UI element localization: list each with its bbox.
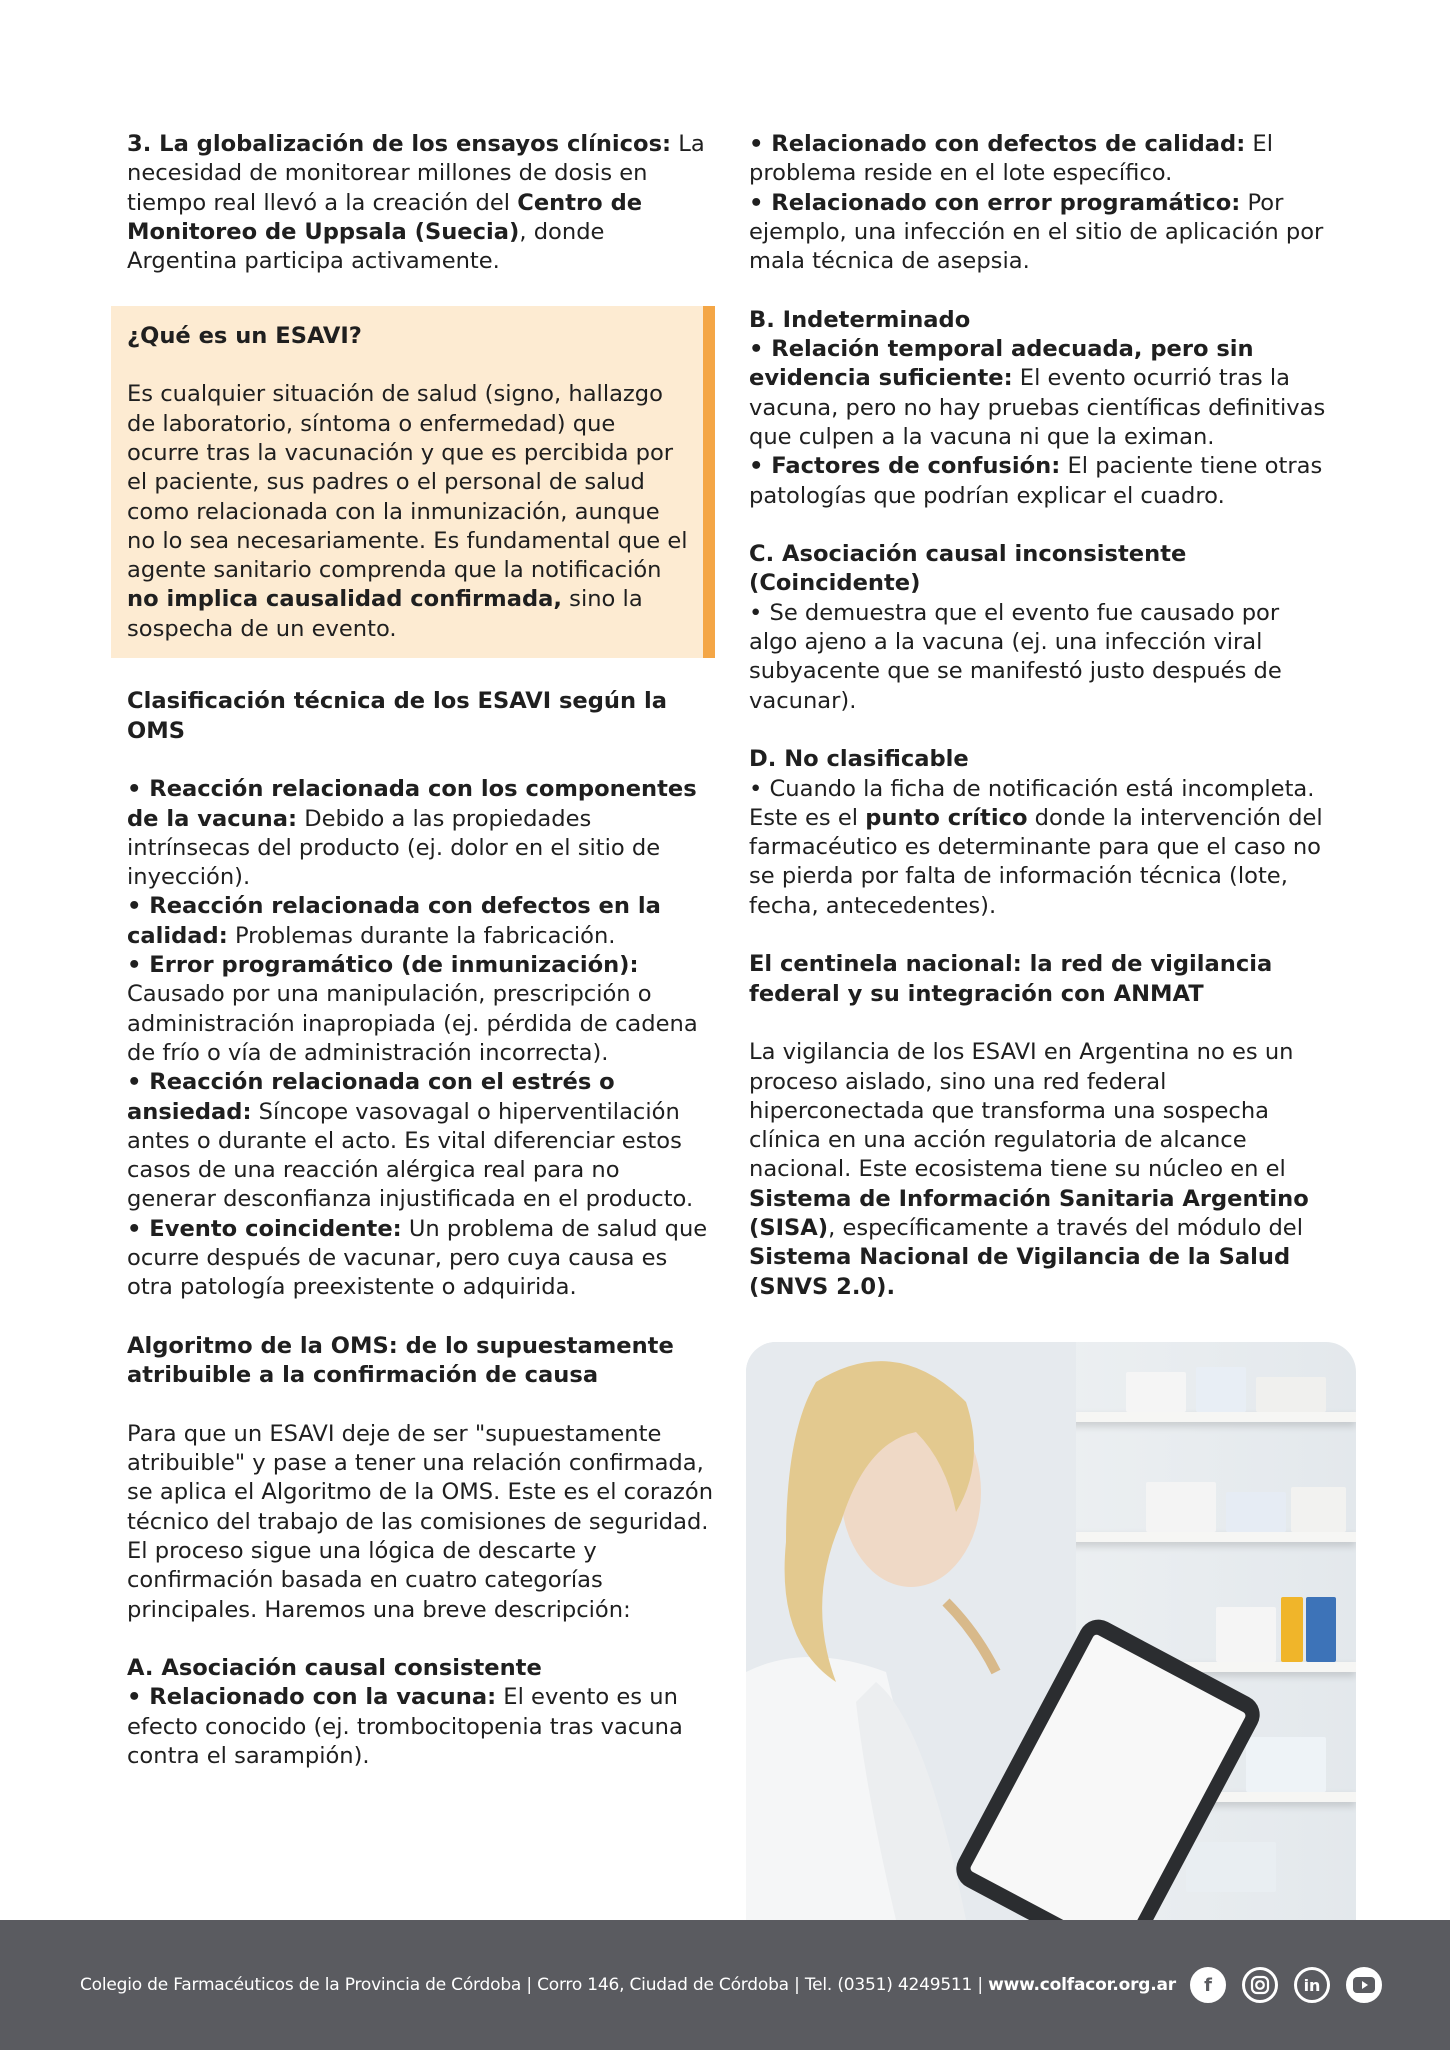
footer-contact-text: Colegio de Farmacéuticos de la Provincia de Córdoba | Corro 146, Ciudad de Córdoba | Tel. (0351) 4249511 | [80, 1975, 989, 1995]
item-label: • Error programático (de inmunización): [127, 952, 639, 979]
item-label: • Relación temporal adecuada, pero sin evidencia suficiente: [749, 336, 1254, 392]
instagram-glyph [1250, 1975, 1270, 1995]
list-item [749, 452, 1329, 511]
globalization-paragraph [127, 130, 715, 276]
national-sentinel-paragraph [749, 1038, 1329, 1302]
item-text: Síncope vasovagal o hiperventilación antes o durante el acto. Es vital diferenciar estos casos de una reacción alérgica real para no generar desconfianza injustificada en el producto. [127, 1098, 694, 1213]
category-d-text-1: • Cuando la ficha de notificación está incompleta. Este es el [749, 775, 1315, 831]
footer-contact [80, 1920, 1176, 2050]
medicine-box [1246, 1737, 1326, 1792]
classification-list [127, 775, 715, 1302]
category-a-heading: A. Asociación causal consistente [127, 1655, 542, 1682]
list-item [749, 189, 1329, 277]
callout-text-1: Es cualquier situación de salud (signo, hallazgo de laboratorio, síntoma o enfermedad) que ocurre tras la vacunación y que es percibida por el paciente, sus padres o el personal de salud como relacionada con la inmunización, aunque no lo sea necesariamente. Es fundamental que el agente sanitario comprenda que la notificación [127, 381, 688, 584]
list-item [127, 892, 715, 951]
item-label: • Reacción relacionada con los componentes de la vacuna: [127, 776, 697, 832]
algorithm-heading: Algoritmo de la OMS: de lo supuestamente atribuible a la confirmación de causa [127, 1332, 674, 1389]
category-b-heading: B. Indeterminado [749, 306, 971, 333]
item-label: • Relacionado con error programático: [749, 189, 1241, 216]
facebook-icon[interactable]: f [1190, 1967, 1226, 2003]
youtube-icon[interactable] [1346, 1967, 1382, 2003]
medicine-box [1306, 1597, 1336, 1662]
medicine-box [1126, 1372, 1186, 1412]
item-text: Un problema de salud que ocurre después de vacunar, pero cuya causa es otra patología preexistente o adquirida. [127, 1215, 708, 1301]
callout-body [127, 380, 689, 644]
globalization-text-1: La necesidad de monitorear millones de dosis en tiempo real llevó a la creación del [127, 131, 705, 216]
algorithm-paragraph: Para que un ESAVI deje de ser "supuestamente atribuible" y pase a tener una relación confirmada, se aplica el Algoritmo de la OMS. Este es el corazón técnico del trabajo de las comisiones de seguridad. El proceso sigue una lógica de descarte y confirmación basada en cuatro categorías principales. Haremos una breve descripción: [127, 1420, 714, 1623]
category-a-continued [749, 130, 1329, 276]
esavi-callout-box [111, 306, 715, 658]
right-column [749, 130, 1329, 1331]
category-b-list [749, 335, 1329, 511]
item-text: El evento es un efecto conocido (ej. trombocitopenia tras vacuna contra el sarampión). [127, 1684, 683, 1770]
category-a-item [127, 1683, 715, 1771]
category-c-paragraph: • Se demuestra que el evento fue causado por algo ajeno a la vacuna (ej. una infección viral subyacente que se manifestó justo después de vacunar). [749, 599, 1282, 714]
item-label: • Reacción relacionada con el estrés o ansiedad: [127, 1069, 615, 1125]
item-label: • Relacionado con defectos de calidad: [749, 131, 1246, 157]
category-d-text-2: donde la intervención del farmacéutico es determinante para que el caso no se pierda por falta de información técnica (lote, fecha, antecedentes). [749, 804, 1323, 919]
national-sentinel-heading: El centinela nacional: la red de vigilancia federal y su integración con ANMAT [749, 951, 1273, 1007]
item-label: • Factores de confusión: [749, 453, 1061, 480]
classification-heading: Clasificación técnica de los ESAVI según la OMS [127, 688, 667, 744]
medicine-box [1186, 1842, 1276, 1892]
globalization-text-2: , donde Argentina participa activamente. [127, 218, 605, 275]
critical-point: punto crítico [865, 804, 1028, 831]
sentinel-text-2: , específicamente a través del módulo del [828, 1214, 1303, 1241]
item-text: El paciente tiene otras patologías que podrían explicar el cuadro. [749, 453, 1323, 509]
item-label: • Evento coincidente: [127, 1215, 402, 1242]
medicine-box [1216, 1607, 1276, 1662]
medicine-box [1196, 1367, 1246, 1412]
list-item [749, 130, 1329, 189]
youtube-glyph [1353, 1977, 1375, 1993]
item-text: Problemas durante la fabricación. [227, 922, 616, 949]
sentinel-text-1: La vigilancia de los ESAVI en Argentina no es un proceso aislado, sino una red federal hiperconectada que transforma una sospecha clínica en una acción regulatoria de alcance nacional. Este ecosistema tiene su núcleo en el [749, 1039, 1294, 1183]
item-text: Debido a las propiedades intrínsecas del producto (ej. dolor en el sitio de inyección). [127, 805, 661, 891]
instagram-icon[interactable] [1242, 1967, 1278, 2003]
list-item [127, 775, 715, 892]
medicine-box [1226, 1492, 1286, 1532]
medicine-box [1281, 1597, 1303, 1662]
pharmacist-tablet-photo [746, 1342, 1356, 1920]
sisa-name: Sistema de Información Sanitaria Argentino (SISA) [749, 1185, 1309, 1241]
callout-bold: no implica causalidad confirmada, [127, 586, 562, 613]
website-link[interactable]: www.colfacor.org.ar [988, 1975, 1176, 1995]
item-text: Por ejemplo, una infección en el sitio de aplicación por mala técnica de asepsia. [749, 189, 1324, 275]
medicine-box [1256, 1377, 1326, 1412]
list-item [127, 1215, 715, 1303]
category-d-heading: D. No clasificable [749, 746, 969, 773]
item-label: • Relacionado con la vacuna: [127, 1684, 497, 1711]
item-label: • Reacción relacionada con defectos en la calidad: [127, 893, 661, 949]
callout-text-2: sino la sospecha de un evento. [127, 586, 643, 642]
item-text: El evento ocurrió tras la vacuna, pero no hay pruebas científicas definitivas que culpen a la vacuna ni que la eximan. [749, 365, 1326, 450]
list-item [127, 1068, 715, 1214]
footer-bar [0, 1920, 1450, 2050]
snvs-name: Sistema Nacional de Vigilancia de la Salud (SNVS 2.0). [749, 1244, 1291, 1300]
medicine-box [1146, 1482, 1216, 1532]
item-text: Causado por una manipulación, prescripción o administración inapropiada (ej. pérdida de cadena de frío o vía de administración incorrecta). [127, 981, 698, 1066]
item-text: El problema reside en el lote específico. [749, 131, 1273, 187]
callout-title: ¿Qué es un ESAVI? [127, 322, 362, 349]
left-column [127, 130, 715, 1771]
linkedin-icon[interactable]: in [1294, 1967, 1330, 2003]
globalization-lead: 3. La globalización de los ensayos clínicos: [127, 131, 672, 157]
medicine-box [1291, 1487, 1346, 1532]
uppsala-center: Centro de Monitoreo de Uppsala (Suecia) [127, 189, 643, 245]
category-c-heading: C. Asociación causal inconsistente (Coincidente) [749, 541, 1187, 597]
category-d-paragraph [749, 775, 1329, 921]
list-item [127, 951, 715, 1068]
list-item [749, 335, 1329, 452]
